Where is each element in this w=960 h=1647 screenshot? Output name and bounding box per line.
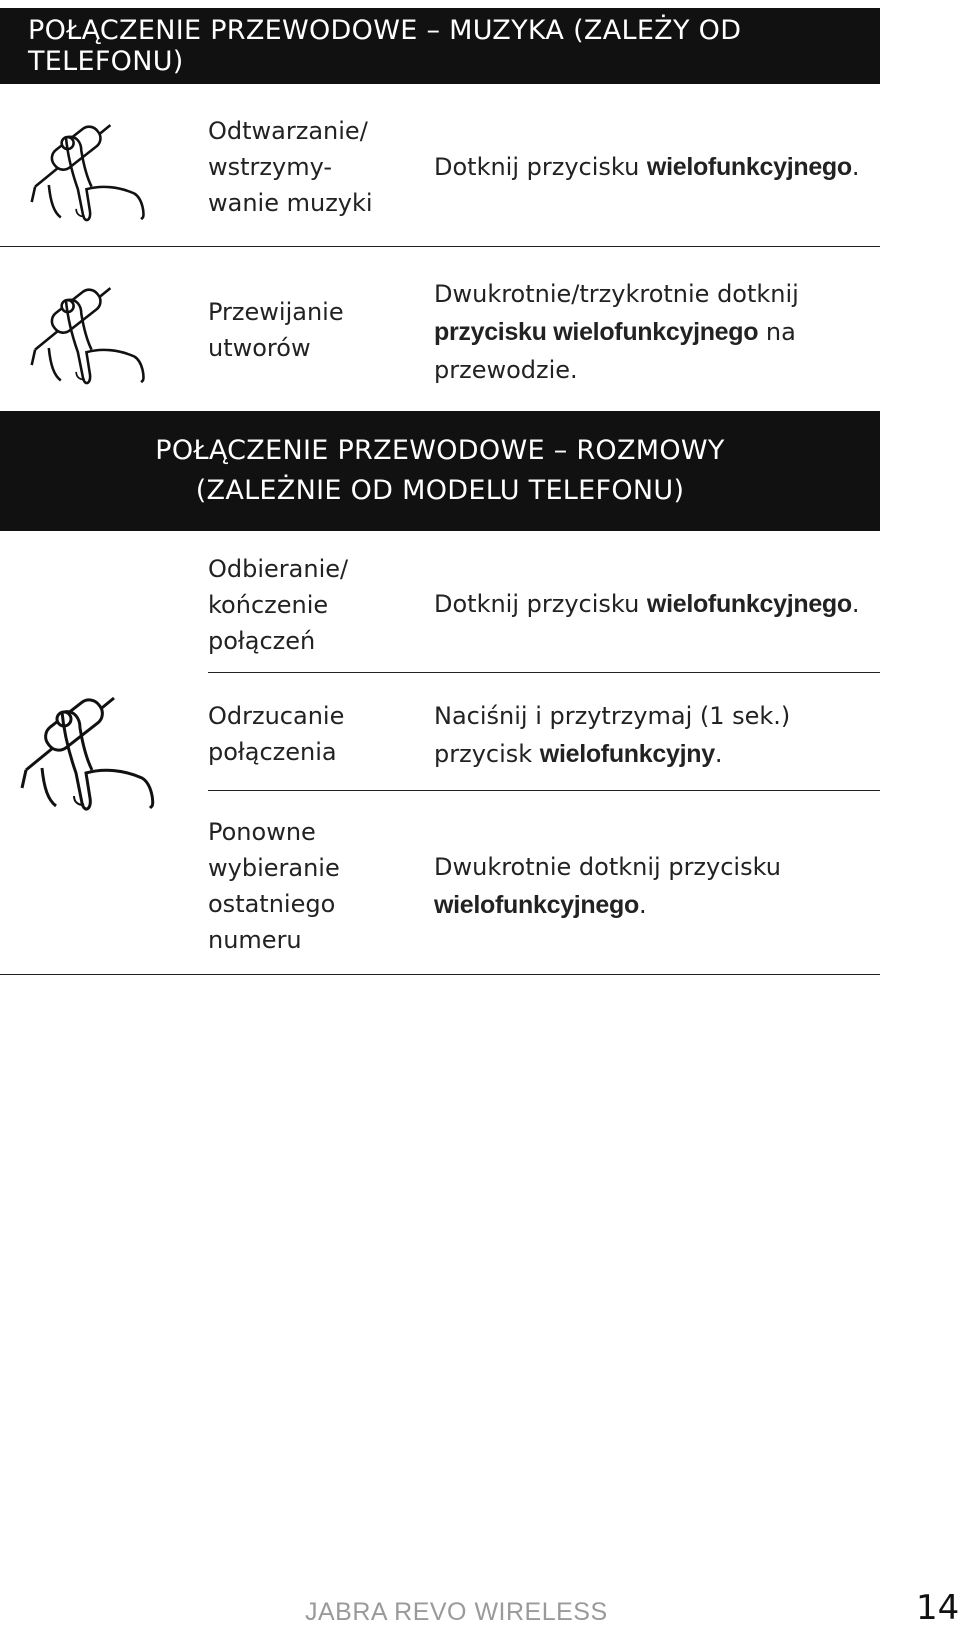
hand-pressing-cable-button-icon (14, 271, 164, 389)
row-label-play-pause: Odtwarzanie/ wstrzymy- wanie muzyki (208, 117, 373, 217)
section-calls-heading-line1: POŁĄCZENIE PRZEWODOWE – ROZMOWY (155, 435, 725, 466)
row-label-redial: Ponowne wybieranie ostatniego numeru (208, 818, 340, 954)
footer-brand: JABRA REVO WIRELESS (305, 1598, 608, 1626)
section-calls-heading-line2: (ZALEŻNIE OD MODELU TELEFONU) (195, 475, 685, 506)
row-instruction-answer-end (434, 585, 874, 623)
divider (0, 246, 880, 247)
instr-bold: wielofunkcyjnego (434, 891, 639, 919)
divider (208, 672, 880, 673)
instr-text: . (851, 153, 860, 181)
row-instruction-reject-call (434, 697, 874, 773)
section-music-heading-text: POŁĄCZENIE PRZEWODOWE – MUZYKA (ZALEŻY OD TELEFONU) (28, 15, 742, 77)
section-calls-heading (0, 411, 880, 531)
instr-text: Dotknij przycisku (434, 590, 647, 618)
row-instruction-redial (434, 848, 874, 924)
instr-text: Dwukrotnie/trzykrotnie dotknij (434, 280, 799, 308)
divider (0, 974, 880, 975)
row-label-answer-end: Odbieranie/ kończenie połączeń (208, 555, 349, 655)
instr-text: . (638, 891, 647, 919)
divider (208, 790, 880, 791)
row-label-skip-tracks: Przewijanie utworów (208, 298, 344, 362)
instr-text: . (851, 590, 860, 618)
hand-pressing-cable-button-icon (14, 667, 164, 827)
instr-text: na (758, 318, 796, 346)
instr-bold: wielofunkcyjnego (646, 153, 852, 181)
hand-pressing-cable-button-icon (14, 108, 164, 226)
instr-bold: wielofunkcyjnego (646, 590, 852, 618)
instr-text: . (714, 740, 723, 768)
instr-text: Dwukrotnie dotknij przycisku (434, 853, 781, 881)
row-instruction-skip-tracks (434, 275, 874, 389)
instr-text: przewodzie. (434, 356, 578, 384)
row-label-reject-call: Odrzucanie połączenia (208, 702, 345, 766)
instr-text: Dotknij przycisku (434, 153, 647, 181)
instr-bold: przycisku wielofunkcyjnego (434, 318, 759, 346)
section-music-heading (0, 8, 880, 84)
row-instruction-play-pause (434, 148, 874, 186)
instr-text: Naciśnij i przytrzymaj (1 sek.) (434, 702, 791, 730)
instr-text: przycisk (434, 740, 540, 768)
instr-bold: wielofunkcyjny (539, 740, 715, 768)
page-number: 14 (916, 1588, 960, 1628)
